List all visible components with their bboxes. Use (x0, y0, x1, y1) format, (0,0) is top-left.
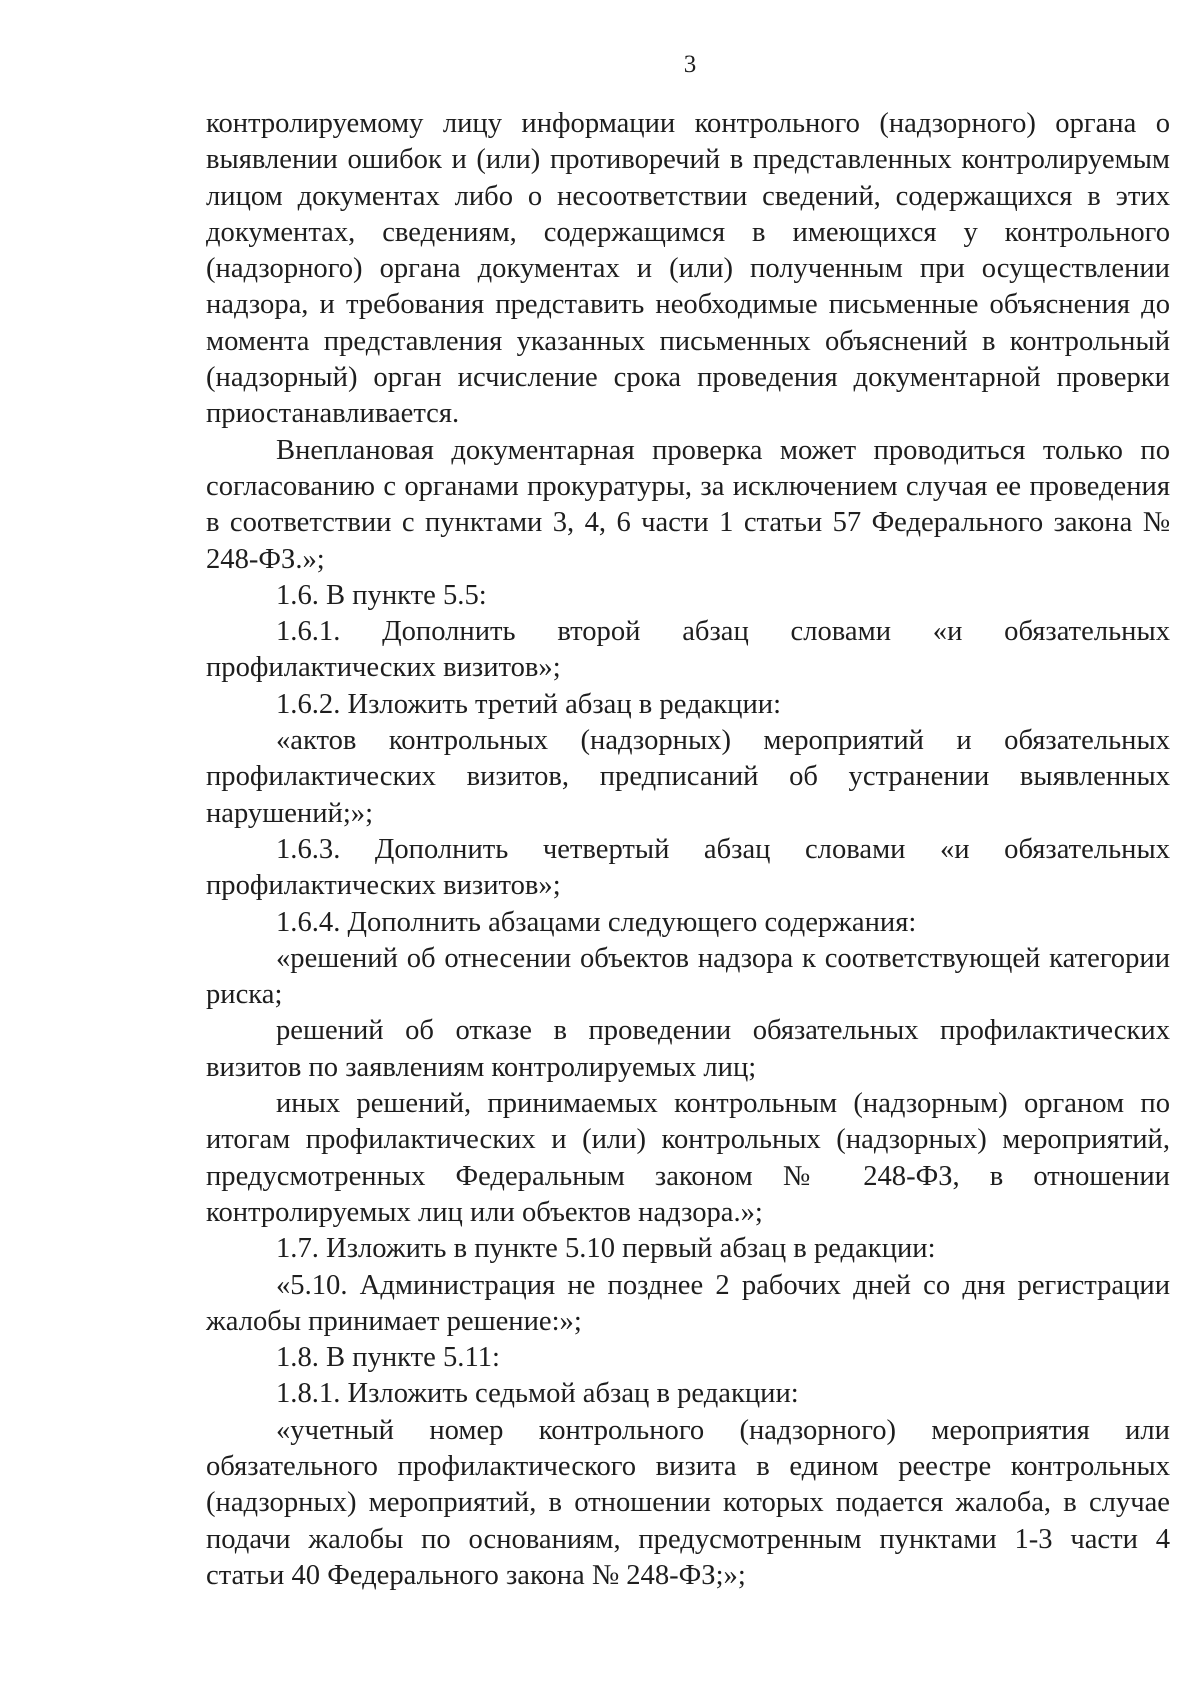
paragraph: иных решений, принимаемых контрольным (надзорным) органом по итогам профилактических и (или) контрольных (надзорных) мероприятий, предусмотренных Федеральным законом № 248-ФЗ, в отношении контролируемых лиц или объектов надзора.»; (206, 1088, 1170, 1228)
paragraph: 1.6.3. Дополнить четвертый абзац словами «и обязательных профилактических визитов»; (206, 833, 1170, 902)
document-body (206, 106, 1170, 1594)
paragraph: 1.6.4. Дополнить абзацами следующего содержания: (276, 906, 917, 938)
paragraph: «5.10. Администрация не позднее 2 рабочих дней со дня регистрации жалобы принимает решение:»; (206, 1269, 1170, 1337)
paragraph: 1.8. В пункте 5.11: (276, 1342, 500, 1374)
paragraph: 1.6.1. Дополнить второй абзац словами «и обязательных профилактических визитов»; (206, 616, 1170, 684)
paragraph: 1.6.2. Изложить третий абзац в редакции: (276, 688, 782, 720)
page-number: 3 (683, 51, 697, 78)
paragraph: «решений об отнесении объектов надзора к соответствующей категории риска; (206, 942, 1170, 1011)
paragraph: Внеплановая документарная проверка может проводиться только по согласованию с органами прокуратуры, за исключением случая ее проведения в соответствии с пунктами 3, 4, 6 части 1 статьи 57 Федерального закона № 248-ФЗ.»; (206, 434, 1170, 575)
paragraph: 1.8.1. Изложить седьмой абзац в редакции: (276, 1378, 799, 1410)
paragraph: контролируемому лицу информации контрольного (надзорного) органа о выявлении ошибок и (или) противоречий в представленных контролируемым лицом документах либо о несоответствии сведений, содержащихся в этих документах, сведениям, содержащимся в имеющихся у контрольного (надзорного) органа документах и (или) полученным при осуществлении надзора, и требования представить необходимые письменные объяснения до момента представления указанных письменных объяснений в контрольный (надзорный) орган исчисление срока проведения документарной проверки приостанавливается. (206, 108, 1170, 430)
paragraph: «актов контрольных (надзорных) мероприятий и обязательных профилактических визитов, предписаний об устранении выявленных нарушений;»; (206, 725, 1170, 829)
paragraph: решений об отказе в проведении обязательных профилактических визитов по заявлениям контролируемых лиц; (206, 1015, 1170, 1083)
paragraph: 1.7. Изложить в пункте 5.10 первый абзац в редакции: (276, 1233, 936, 1265)
paragraph: 1.6. В пункте 5.5: (276, 579, 487, 611)
paragraph: «учетный номер контрольного (надзорного) мероприятия или обязательного профилактического визита в едином реестре контрольных (надзорных) мероприятий, в отношении которых подается жалоба, в случае подачи жалобы по основаниям, предусмотренным пунктами 1-3 части 4 статьи 40 Федерального закона № 248-ФЗ;»; (206, 1414, 1170, 1591)
